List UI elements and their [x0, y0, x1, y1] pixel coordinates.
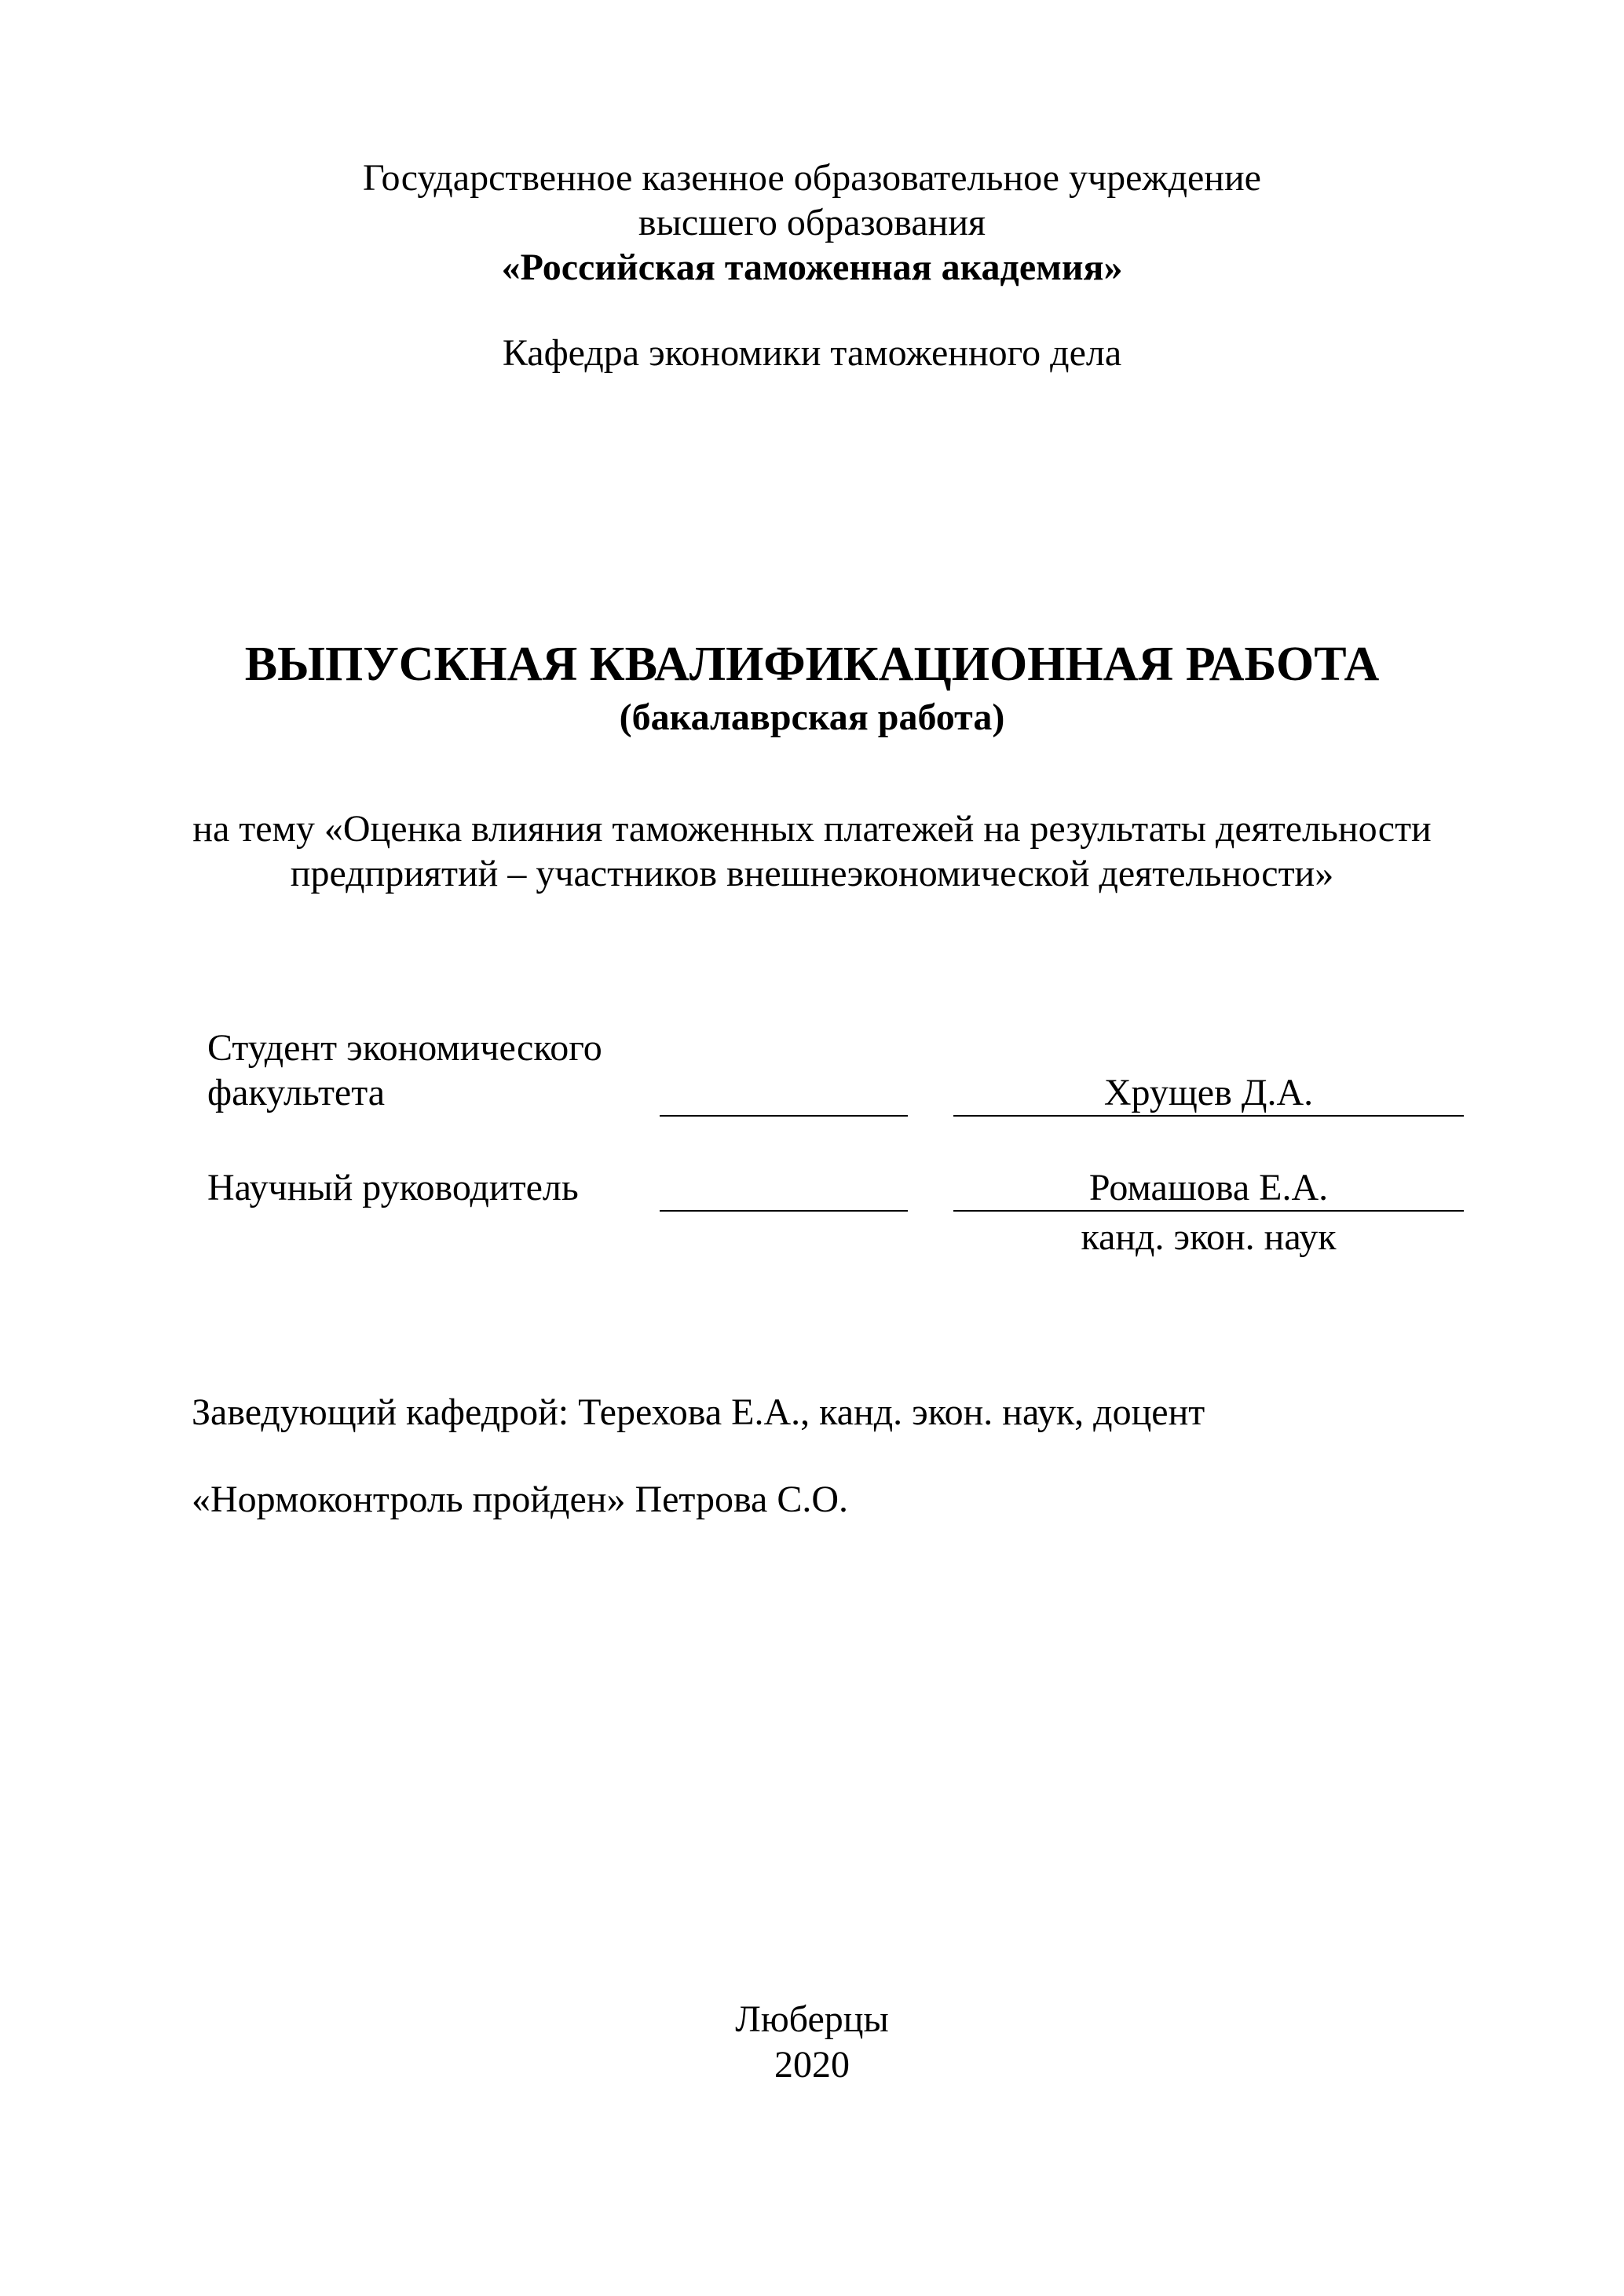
student-label-line-1: Студент экономического: [207, 1027, 602, 1069]
work-title: ВЫПУСКНАЯ КВАЛИФИКАЦИОННАЯ РАБОТА: [244, 638, 1380, 691]
supervisor-name: Ромашова Е.А.: [1088, 1167, 1329, 1208]
academy-name: «Российская таможенная академия»: [501, 247, 1123, 288]
work-subtitle: (бакалаврская работа): [619, 696, 1005, 738]
institution-line-1: Государственное казенное образовательное учреждение: [363, 157, 1261, 199]
department-name: Кафедра экономики таможенного дела: [502, 332, 1122, 374]
year: 2020: [774, 2044, 850, 2086]
city: Люберцы: [735, 1998, 889, 2040]
student-signature-line: [660, 1115, 908, 1117]
student-name: Хрущев Д.А.: [1103, 1072, 1314, 1113]
institution-line-2: высшего образования: [638, 202, 986, 243]
supervisor-label: Научный руководитель: [207, 1167, 579, 1208]
topic-line-1: на тему «Оценка влияния таможенных платежей на результаты деятельности: [192, 808, 1432, 850]
student-label-line-2: факультета: [207, 1072, 386, 1113]
head-of-department: Заведующий кафедрой: Терехова Е.А., канд. экон. наук, доцент: [192, 1391, 1205, 1433]
topic-line-2: предприятий – участников внешнеэкономической деятельности»: [290, 853, 1334, 894]
normcontrol-note: «Нормоконтроль пройден» Петрова С.О.: [192, 1479, 848, 1520]
supervisor-signature-line: [660, 1210, 908, 1212]
supervisor-degree: канд. экон. наук: [1081, 1216, 1337, 1258]
